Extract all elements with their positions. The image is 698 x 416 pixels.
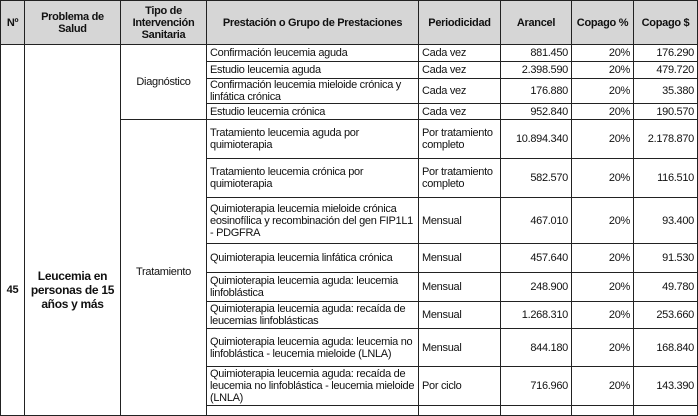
problema-de-salud: Leucemia en personas de 15 años y más — [25, 45, 121, 416]
periodicidad: Mensual — [419, 329, 501, 367]
header-prestacion: Prestación o Grupo de Prestaciones — [207, 1, 419, 45]
periodicidad: Mensual — [419, 244, 501, 273]
arancel: 1.268.310 — [501, 302, 572, 329]
copago-pct: 20% — [572, 367, 634, 406]
prestacion: Quimioterapia leucemia aguda: recaída de leucemia no linfoblástica - leucemia mieloide (LNLA) — [207, 367, 419, 406]
copago-pct: 20% — [572, 159, 634, 198]
copago-pct: 20% — [572, 244, 634, 273]
empty-cell — [207, 406, 419, 416]
arancel: 457.640 — [501, 244, 572, 273]
prestacion: Estudio leucemia crónica — [207, 104, 419, 120]
periodicidad: Cada vez — [419, 104, 501, 120]
copago-amt: 91.530 — [634, 244, 698, 273]
copago-pct: 20% — [572, 45, 634, 62]
row-number: 45 — [1, 45, 25, 416]
header-copago-amt: Copago $ — [634, 1, 698, 45]
copago-pct: 20% — [572, 62, 634, 79]
periodicidad: Cada vez — [419, 79, 501, 104]
empty-cell — [501, 406, 572, 416]
copago-pct: 20% — [572, 79, 634, 104]
prestacion: Confirmación leucemia mieloide crónica y linfática crónica — [207, 79, 419, 104]
copago-pct: 20% — [572, 104, 634, 120]
arancel: 176.880 — [501, 79, 572, 104]
periodicidad: Cada vez — [419, 45, 501, 62]
arancel: 248.900 — [501, 273, 572, 302]
copago-amt: 93.400 — [634, 198, 698, 244]
copago-pct: 20% — [572, 302, 634, 329]
prestacion: Quimioterapia leucemia aguda: recaída de leucemias linfoblásticas — [207, 302, 419, 329]
arancel: 582.570 — [501, 159, 572, 198]
arancel: 844.180 — [501, 329, 572, 367]
prestacion: Estudio leucemia aguda — [207, 62, 419, 79]
periodicidad: Por tratamiento completo — [419, 120, 501, 159]
header-periodicidad: Periodicidad — [419, 1, 501, 45]
copago-amt: 176.290 — [634, 45, 698, 62]
periodicidad: Por ciclo — [419, 367, 501, 406]
arancel: 467.010 — [501, 198, 572, 244]
arancel: 881.450 — [501, 45, 572, 62]
copago-pct: 20% — [572, 198, 634, 244]
prestacion: Confirmación leucemia aguda — [207, 45, 419, 62]
copago-pct: 20% — [572, 329, 634, 367]
table-row — [1, 45, 698, 62]
prestacion: Quimioterapia leucemia mieloide crónica eosinofílica y recombinación del gen FIP1L1 - PDGFRA — [207, 198, 419, 244]
copago-amt: 49.780 — [634, 273, 698, 302]
copago-amt: 143.390 — [634, 367, 698, 406]
tipo-diagnostico: Diagnóstico — [121, 45, 207, 120]
arancel: 716.960 — [501, 367, 572, 406]
arancel: 952.840 — [501, 104, 572, 120]
copago-amt: 2.178.870 — [634, 120, 698, 159]
copago-amt: 479.720 — [634, 62, 698, 79]
periodicidad: Cada vez — [419, 62, 501, 79]
prestacion: Quimioterapia leucemia aguda: leucemia linfoblástica — [207, 273, 419, 302]
tipo-tratamiento: Tratamiento — [121, 120, 207, 416]
periodicidad: Mensual — [419, 302, 501, 329]
periodicidad: Mensual — [419, 198, 501, 244]
empty-cell — [419, 406, 501, 416]
prestacion: Quimioterapia leucemia aguda: leucemia no linfoblástica - leucemia mieloide (LNLA) — [207, 329, 419, 367]
copago-pct: 20% — [572, 273, 634, 302]
copago-amt: 168.840 — [634, 329, 698, 367]
periodicidad: Por tratamiento completo — [419, 159, 501, 198]
header-problema: Problema de Salud — [25, 1, 121, 45]
copago-amt: 35.380 — [634, 79, 698, 104]
copago-pct: 20% — [572, 120, 634, 159]
copago-amt: 253.660 — [634, 302, 698, 329]
arancel: 10.894.340 — [501, 120, 572, 159]
prestacion: Tratamiento leucemia crónica por quimioterapia — [207, 159, 419, 198]
empty-cell — [634, 406, 698, 416]
prestacion: Quimioterapia leucemia linfática crónica — [207, 244, 419, 273]
copago-amt: 190.570 — [634, 104, 698, 120]
prestacion: Tratamiento leucemia aguda por quimioterapia — [207, 120, 419, 159]
copago-amt: 116.510 — [634, 159, 698, 198]
header-tipo: Tipo de Intervención Sanitaria — [121, 1, 207, 45]
empty-cell — [572, 406, 634, 416]
header-copago-pct: Copago % — [572, 1, 634, 45]
header-no: Nº — [1, 1, 25, 45]
header-arancel: Arancel — [501, 1, 572, 45]
arancel: 2.398.590 — [501, 62, 572, 79]
header-row — [1, 1, 698, 45]
periodicidad: Mensual — [419, 273, 501, 302]
